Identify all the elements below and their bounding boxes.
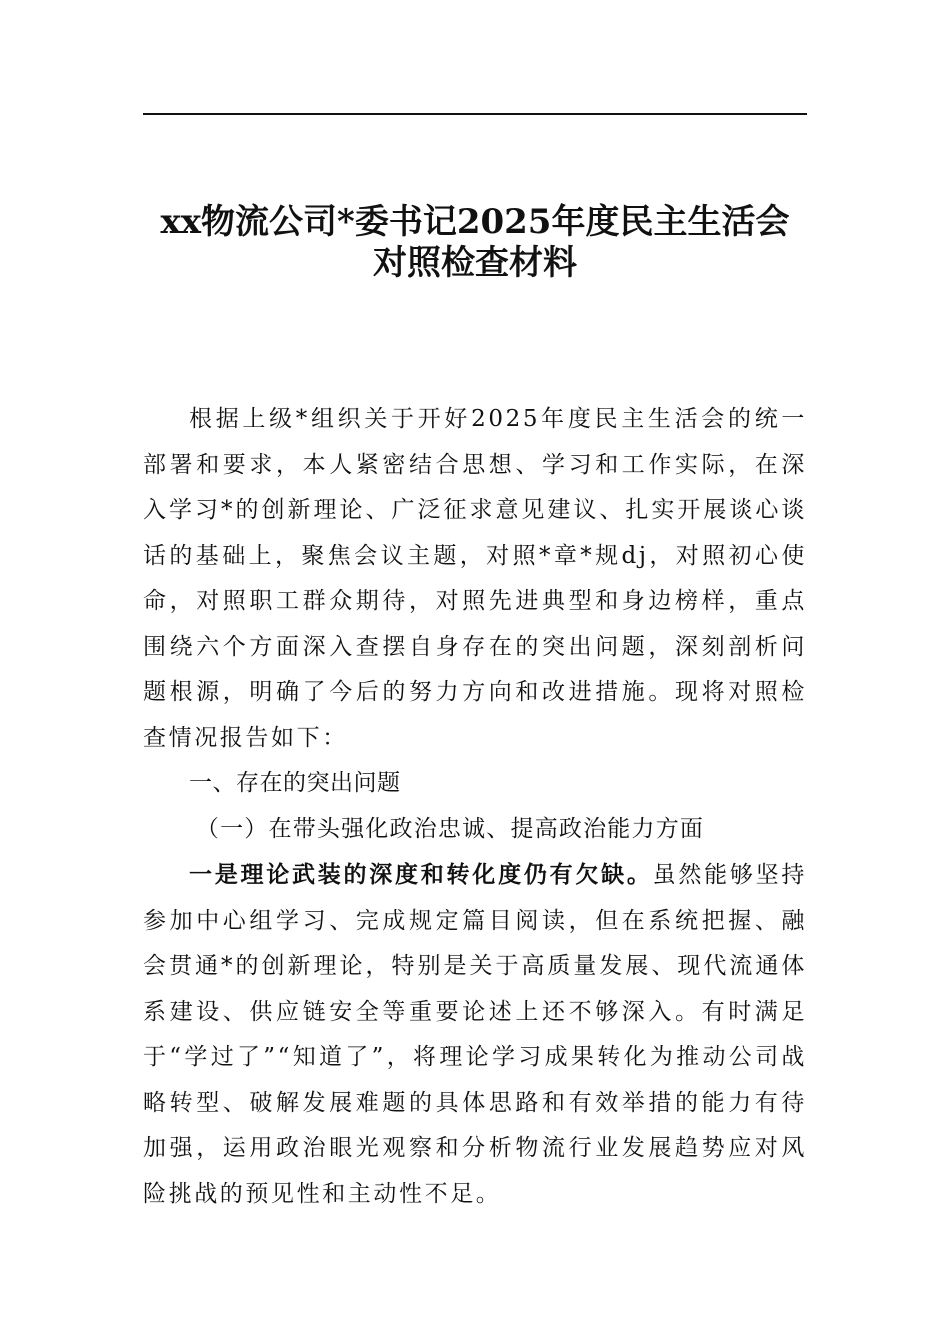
section-heading: 一、存在的突出问题 — [189, 770, 401, 796]
intro-paragraph: 根据上级*组织关于开好2025年度民主生活会的统一部署和要求，本人紧密结合思想、学习和工作实际，在深入学习*的创新理论、广泛征求意见建议、扎实开展谈心谈话的基础上，聚焦会议主题，对照*章*规dj，对照初心使命，对照职工群众期待，对照先进典型和身边榜样，重点围绕六个方面深入查摆自身存在的突出问题，深刻剖析问题根源，明确了今后的努力方向和改进措施。现将对照检查情况报告如下： — [143, 406, 807, 751]
subsection-heading: （一）在带头强化政治忠诚、提高政治能力方面 — [195, 815, 705, 842]
document-body — [143, 397, 807, 1217]
point-lead: 一是理论武装的深度和转化度仍有欠缺。 — [189, 861, 653, 888]
document-title-line2: 对照检查材料 — [373, 243, 577, 283]
point-body: 虽然能够坚持参加中心组学习、完成规定篇目阅读，但在系统把握、融会贯通*的创新理论，特别是关于高质量发展、现代流通体系建设、供应链安全等重要论述上还不够深入。有时满足于“学过了”“知道了”，将理论学习成果转化为推动公司战略转型、破解发展难题的具体思路和有效举措的能力有待加强，运用政治眼光观察和分析物流行业发展趋势应对风险挑战的预见性和主动性不足。 — [143, 862, 807, 1207]
point-paragraph — [143, 852, 807, 1217]
header-rule — [143, 113, 807, 115]
document-title-line1: xx物流公司*委书记2025年度民主生活会 — [160, 202, 790, 242]
